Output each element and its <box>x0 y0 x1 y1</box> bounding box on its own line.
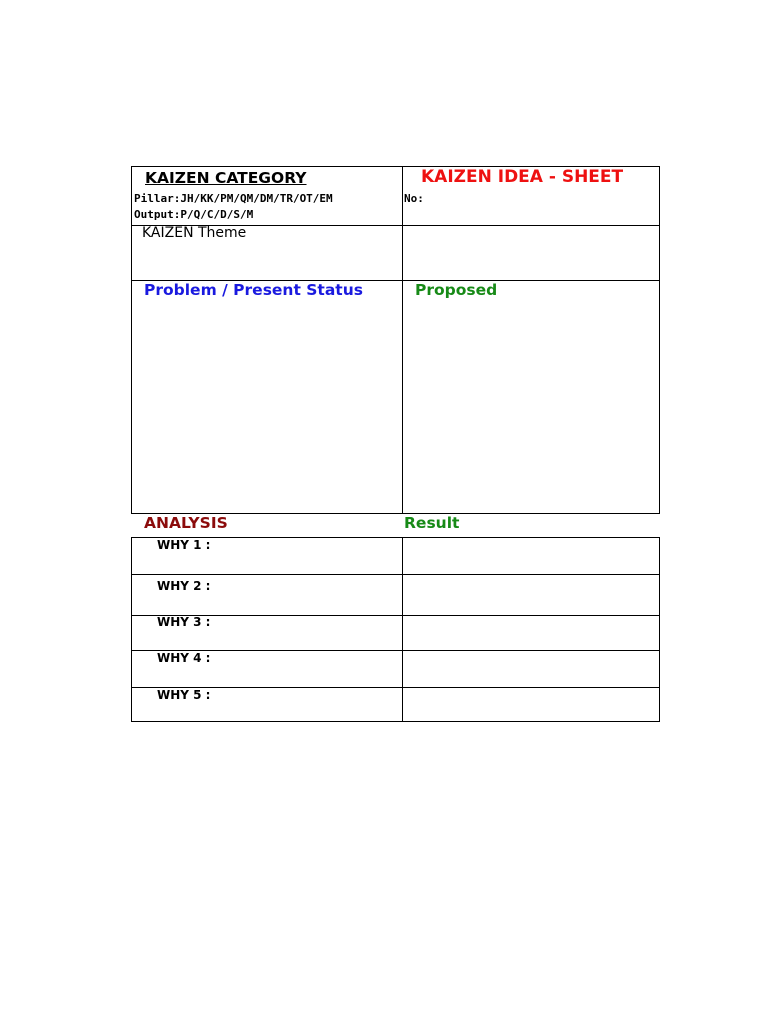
sheet-number-label: No: <box>404 192 424 205</box>
why-1-label: WHY 1 : <box>157 538 211 552</box>
result-label: Result <box>404 514 460 532</box>
kaizen-category-title: KAIZEN CATEGORY <box>145 169 307 187</box>
why-row-divider <box>131 687 660 688</box>
why-row-divider <box>131 574 660 575</box>
output-list: Output:P/Q/C/D/S/M <box>134 208 254 221</box>
kaizen-idea-sheet-title: KAIZEN IDEA - SHEET <box>421 167 624 187</box>
why-5-label: WHY 5 : <box>157 688 211 702</box>
proposed-label: Proposed <box>415 281 498 299</box>
analysis-label: ANALYSIS <box>144 514 228 532</box>
pillar-list: Pillar:JH/KK/PM/QM/DM/TR/OT/EM <box>134 192 333 205</box>
why-3-label: WHY 3 : <box>157 615 211 629</box>
form-top-divider <box>402 166 403 514</box>
why-table-divider <box>402 537 403 722</box>
kaizen-theme-label: KAIZEN Theme <box>142 225 247 241</box>
why-2-label: WHY 2 : <box>157 579 211 593</box>
problem-present-status-label: Problem / Present Status <box>144 281 363 299</box>
why-4-label: WHY 4 : <box>157 651 211 665</box>
why-row-divider <box>131 650 660 651</box>
